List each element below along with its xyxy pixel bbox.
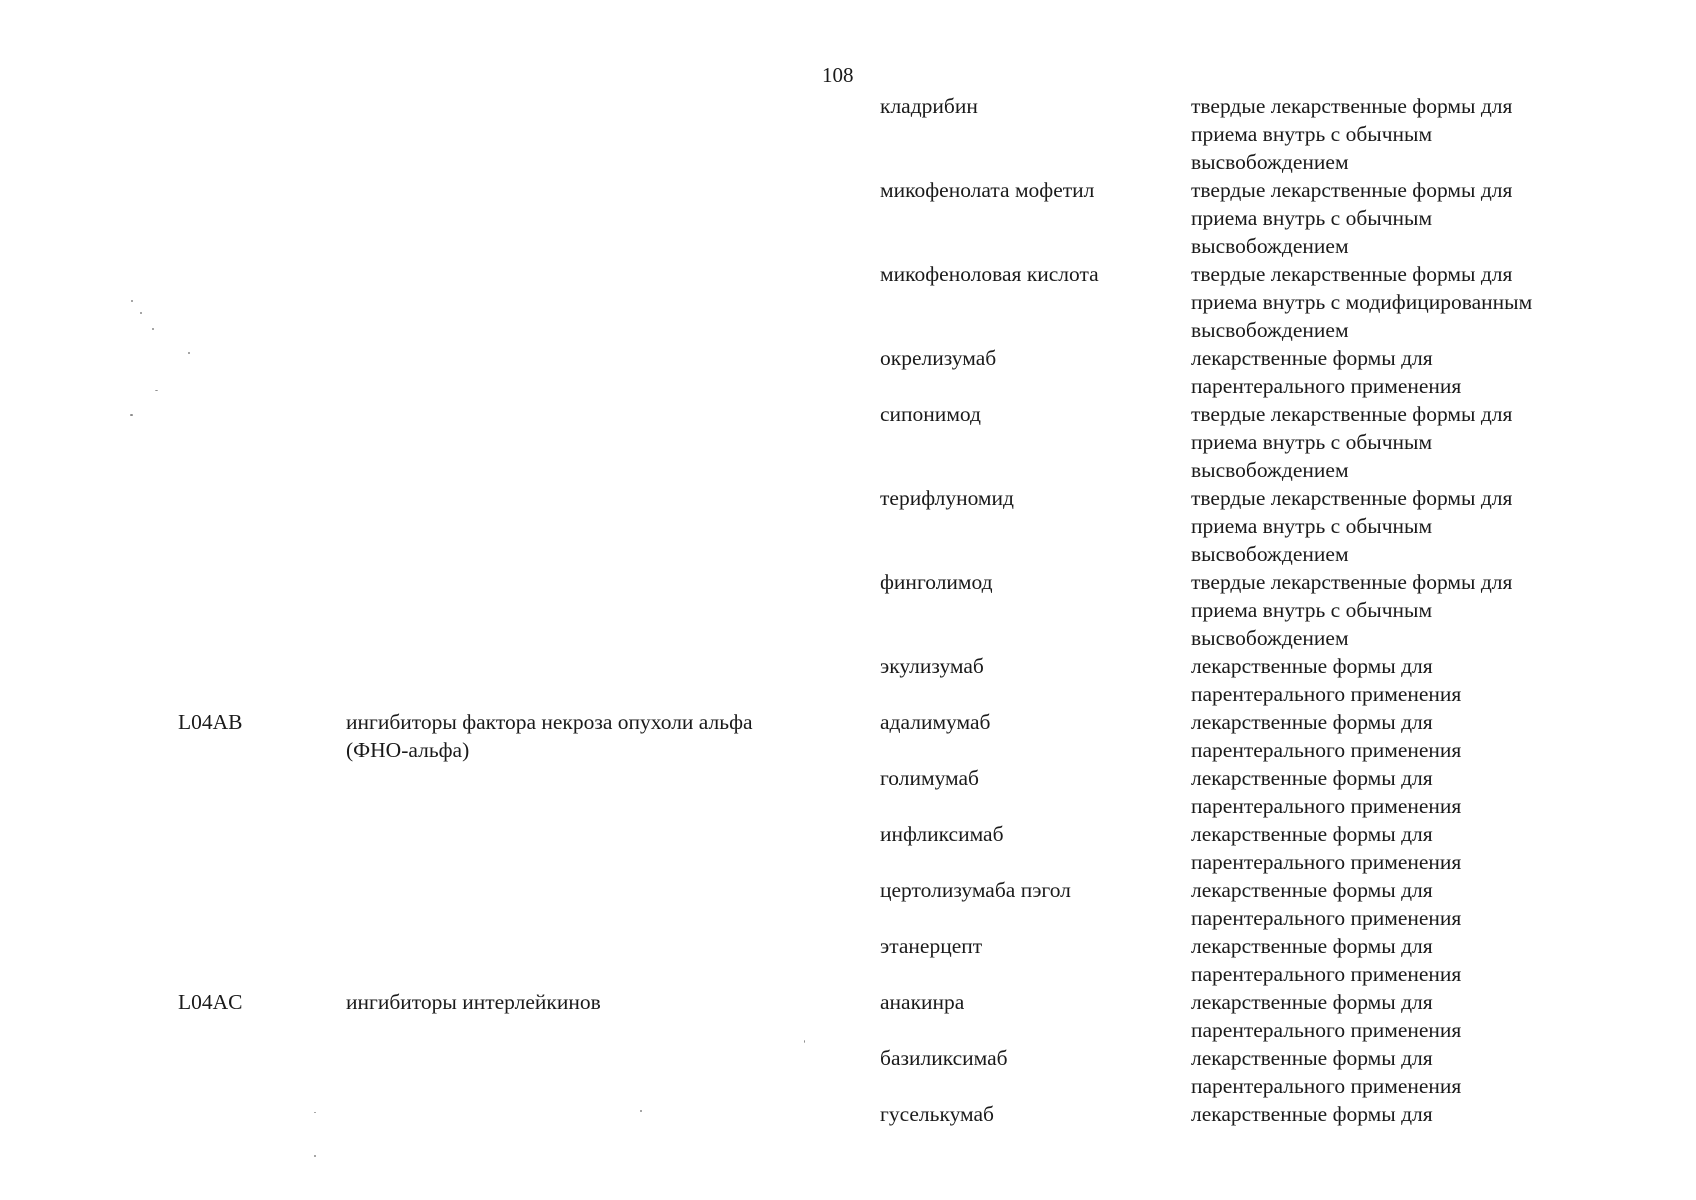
dosage-form-line: парентерального применения	[1191, 906, 1462, 930]
drug-name-cell: кладрибин	[880, 94, 978, 118]
dosage-form-line: высвобождением	[1191, 626, 1349, 650]
scan-speck	[152, 328, 154, 330]
dosage-form-line: парентерального применения	[1191, 794, 1462, 818]
dosage-form-line: твердые лекарственные формы для	[1191, 262, 1513, 286]
dosage-form-cell	[1191, 568, 1512, 652]
dosage-form-cell	[1191, 652, 1461, 708]
dosage-form-line: парентерального применения	[1191, 850, 1462, 874]
dosage-form-cell	[1191, 260, 1532, 344]
scan-speck	[314, 1112, 316, 1113]
group-name-cell	[346, 988, 601, 1016]
dosage-form-cell	[1191, 1100, 1433, 1128]
dosage-form-cell	[1191, 876, 1461, 932]
dosage-form-line: твердые лекарственные формы для	[1191, 402, 1513, 426]
dosage-form-cell	[1191, 1044, 1461, 1100]
dosage-form-line: приема внутрь с обычным	[1191, 430, 1433, 454]
dosage-form-line: лекарственные формы для	[1191, 990, 1433, 1014]
atc-code-cell: L04AB	[178, 710, 243, 734]
drug-name-cell: окрелизумаб	[880, 346, 997, 370]
dosage-form-line: парентерального применения	[1191, 738, 1462, 762]
drug-name-cell: этанерцепт	[880, 934, 983, 958]
drug-name-cell: финголимод	[880, 570, 993, 594]
atc-code-cell: L04AC	[178, 990, 243, 1014]
group-name-cell	[346, 708, 753, 764]
dosage-form-line: высвобождением	[1191, 150, 1349, 174]
dosage-form-line: лекарственные формы для	[1191, 766, 1433, 790]
drug-name-cell: терифлуномид	[880, 486, 1014, 510]
dosage-form-line: лекарственные формы для	[1191, 878, 1433, 902]
dosage-form-line: парентерального применения	[1191, 1018, 1462, 1042]
dosage-form-line: лекарственные формы для	[1191, 934, 1433, 958]
drug-name-cell: голимумаб	[880, 766, 979, 790]
dosage-form-line: лекарственные формы для	[1191, 346, 1433, 370]
drug-name-cell: инфликсимаб	[880, 822, 1004, 846]
dosage-form-line: лекарственные формы для	[1191, 822, 1433, 846]
dosage-form-cell	[1191, 988, 1461, 1044]
scan-speck	[314, 1155, 316, 1157]
dosage-form-line: парентерального применения	[1191, 1074, 1462, 1098]
dosage-form-line: приема внутрь с модифицированным	[1191, 290, 1533, 314]
dosage-form-cell	[1191, 92, 1512, 176]
scan-speck	[130, 414, 133, 416]
scan-speck	[155, 390, 158, 391]
drug-name-cell: гуселькумаб	[880, 1102, 994, 1126]
dosage-form-cell	[1191, 400, 1512, 484]
dosage-form-cell	[1191, 176, 1512, 260]
drug-name-cell: базиликсимаб	[880, 1046, 1008, 1070]
dosage-form-line: твердые лекарственные формы для	[1191, 178, 1513, 202]
drug-name-cell: микофеноловая кислота	[880, 262, 1099, 286]
dosage-form-cell	[1191, 820, 1461, 876]
dosage-form-line: высвобождением	[1191, 318, 1349, 342]
drug-name-cell: экулизумаб	[880, 654, 984, 678]
drug-name-cell: адалимумаб	[880, 710, 991, 734]
drug-name-cell: сипонимод	[880, 402, 981, 426]
dosage-form-line: твердые лекарственные формы для	[1191, 486, 1513, 510]
dosage-form-cell	[1191, 344, 1461, 400]
dosage-form-line: лекарственные формы для	[1191, 1102, 1433, 1126]
dosage-form-line: приема внутрь с обычным	[1191, 514, 1433, 538]
scan-speck	[640, 1110, 642, 1112]
dosage-form-line: высвобождением	[1191, 542, 1349, 566]
scan-speck	[131, 300, 133, 302]
dosage-form-line: лекарственные формы для	[1191, 654, 1433, 678]
dosage-form-line: высвобождением	[1191, 234, 1349, 258]
drug-name-cell: анакинра	[880, 990, 965, 1014]
dosage-form-line: лекарственные формы для	[1191, 1046, 1433, 1070]
group-name-line: (ФНО-альфа)	[346, 738, 470, 762]
dosage-form-cell	[1191, 484, 1512, 568]
dosage-form-line: высвобождением	[1191, 458, 1349, 482]
dosage-form-line: парентерального применения	[1191, 682, 1462, 706]
drug-name-cell: цертолизумаба пэгол	[880, 878, 1071, 902]
dosage-form-cell	[1191, 932, 1461, 988]
scan-speck	[804, 1040, 805, 1043]
drug-name-cell: микофенолата мофетил	[880, 178, 1095, 202]
dosage-form-line: приема внутрь с обычным	[1191, 598, 1433, 622]
dosage-form-line: парентерального применения	[1191, 374, 1462, 398]
dosage-form-line: твердые лекарственные формы для	[1191, 94, 1513, 118]
dosage-form-cell	[1191, 764, 1461, 820]
dosage-form-line: твердые лекарственные формы для	[1191, 570, 1513, 594]
dosage-form-line: приема внутрь с обычным	[1191, 122, 1433, 146]
group-name-line: ингибиторы фактора некроза опухоли альфа	[346, 710, 753, 734]
group-name-line: ингибиторы интерлейкинов	[346, 990, 601, 1014]
dosage-form-line: приема внутрь с обычным	[1191, 206, 1433, 230]
scan-speck	[140, 312, 142, 314]
scan-speck	[188, 352, 190, 354]
page-number: 108	[822, 63, 854, 87]
dosage-form-line: парентерального применения	[1191, 962, 1462, 986]
dosage-form-line: лекарственные формы для	[1191, 710, 1433, 734]
dosage-form-cell	[1191, 708, 1461, 764]
